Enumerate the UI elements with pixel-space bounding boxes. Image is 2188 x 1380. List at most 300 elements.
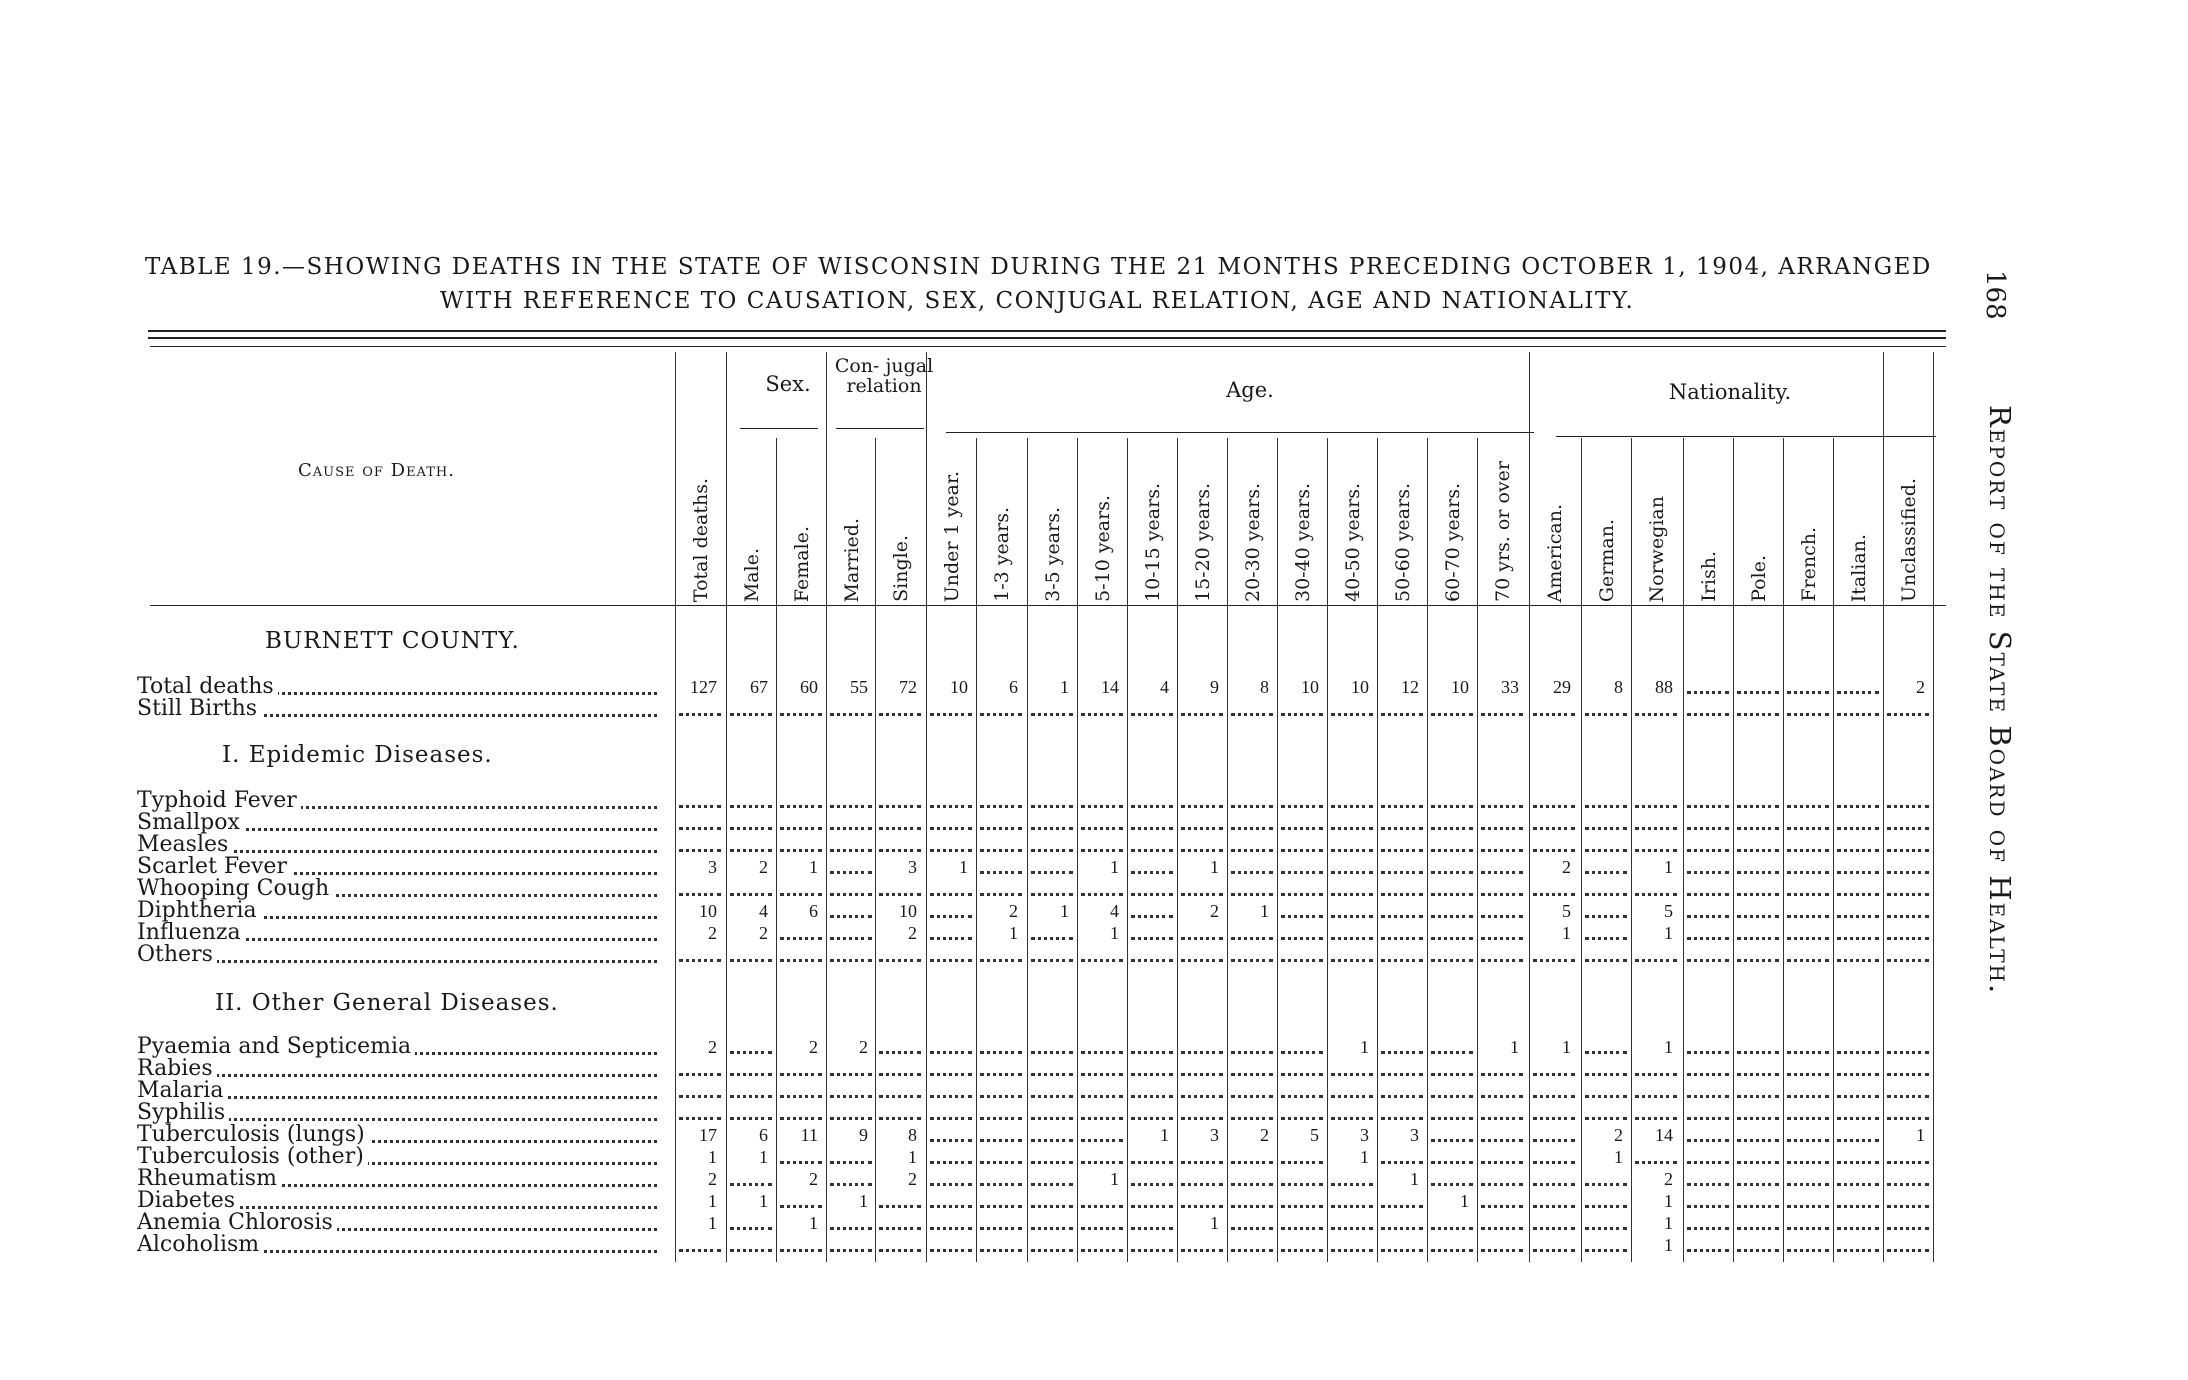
table-cell: [1081, 1168, 1123, 1190]
table-cell: [1687, 698, 1729, 716]
row-label: [137, 790, 657, 812]
table-cell: [1031, 878, 1073, 896]
column-header-12: [1278, 440, 1328, 602]
table-cell: [1431, 1212, 1473, 1230]
row-label: [137, 1058, 657, 1080]
conjugal-subrule: [836, 428, 924, 429]
table-cell: [780, 922, 822, 940]
table-cell: [1181, 878, 1223, 896]
cell-value: 88: [1655, 677, 1673, 697]
table-cell: [930, 1102, 972, 1120]
cell-value: 33: [1501, 677, 1519, 697]
table-cell: [830, 698, 872, 716]
group-sex: Sex.: [765, 372, 811, 396]
cell-value: 67: [750, 677, 768, 697]
cell-value: 12: [1401, 677, 1419, 697]
table-cell: [1585, 1212, 1627, 1230]
table-cell: [1737, 878, 1779, 896]
table-cell: [1635, 834, 1677, 852]
cell-value: 14: [1101, 677, 1119, 697]
table-cell: [1787, 1190, 1829, 1208]
cell-value: 127: [690, 677, 717, 697]
table-cell: [1481, 812, 1523, 830]
group-conjugal-label: Con- jugal relation: [834, 355, 934, 397]
table-cell: [1431, 1146, 1473, 1164]
table-cell: [1131, 856, 1173, 874]
cell-value: 1: [859, 1191, 868, 1211]
table-cell: [1331, 1234, 1373, 1252]
table-row: [0, 856, 2188, 878]
title-line-1: TABLE 19.—SHOWING DEATHS IN THE STATE OF WISCONSIN DURING THE 21 MONTHS PRECEDING OCTOBER 1, 1904, ARRANGED: [145, 254, 1932, 280]
table-cell: [1887, 1190, 1929, 1208]
table-cell: [930, 834, 972, 852]
table-cell: [980, 1124, 1022, 1142]
table-cell: [1231, 812, 1273, 830]
table-cell: [1585, 1080, 1627, 1098]
table-cell: [1431, 812, 1473, 830]
table-cell: [930, 1036, 972, 1054]
table-cell: [1331, 834, 1373, 852]
table-cell: [1081, 900, 1123, 922]
table-cell: [1331, 1058, 1373, 1076]
sex-subrule: [740, 428, 818, 429]
table-cell: [1381, 834, 1423, 852]
table-cell: [1331, 1190, 1373, 1208]
table-cell: [1281, 1234, 1323, 1252]
cause-of-death-header: Cause of Death.: [298, 460, 455, 481]
row-label-text: Diabetes: [137, 1190, 239, 1212]
table-cell: [780, 900, 822, 922]
table-cell: [930, 1168, 972, 1186]
table-cell: [780, 856, 822, 878]
cell-value: 14: [1655, 1125, 1673, 1145]
table-cell: [679, 1080, 721, 1098]
table-cell: [1281, 1058, 1323, 1076]
table-row: [0, 698, 2188, 720]
row-label-text: Syphilis: [137, 1102, 229, 1124]
table-cell: [1887, 1124, 1929, 1146]
table-cell: [1533, 676, 1575, 698]
table-cell: [1481, 1102, 1523, 1120]
table-cell: [930, 1080, 972, 1098]
row-label-text: Anemia Chlorosis: [137, 1212, 337, 1234]
table-cell: [1131, 812, 1173, 830]
age-subrule: [946, 432, 1534, 433]
table-cell: [980, 698, 1022, 716]
cell-value: 4: [1160, 677, 1169, 697]
table-row: [0, 1234, 2188, 1256]
table-cell: [1787, 676, 1829, 694]
table-row: [0, 1146, 2188, 1168]
table-cell: [1281, 878, 1323, 896]
table-cell: [730, 1102, 772, 1120]
table-title: [145, 250, 1945, 318]
table-cell: [1281, 676, 1323, 698]
table-cell: [1081, 856, 1123, 878]
table-cell: [1381, 856, 1423, 874]
table-cell: [1737, 922, 1779, 940]
table-cell: [980, 1168, 1022, 1186]
table-cell: [1081, 1036, 1123, 1054]
table-cell: [679, 922, 721, 944]
table-cell: [1181, 698, 1223, 716]
table-cell: [730, 1168, 772, 1186]
table-cell: [1635, 1234, 1677, 1256]
table-cell: [1031, 944, 1073, 962]
cell-value: 2: [759, 857, 768, 877]
table-cell: [879, 1124, 921, 1146]
table-cell: [1787, 1058, 1829, 1076]
row-label: [137, 1102, 657, 1124]
table-cell: [1181, 1036, 1223, 1054]
table-cell: [780, 1036, 822, 1058]
cell-value: 2: [1916, 677, 1925, 697]
cell-value: 2: [809, 1169, 818, 1189]
table-cell: [1231, 944, 1273, 962]
table-cell: [1635, 1080, 1677, 1098]
table-cell: [679, 944, 721, 962]
table-cell: [1281, 922, 1323, 940]
table-cell: [1635, 922, 1677, 944]
table-cell: [730, 1058, 772, 1076]
table-cell: [1281, 856, 1323, 874]
table-cell: [1281, 834, 1323, 852]
column-header-label: Married.: [841, 517, 863, 602]
table-cell: [1837, 1080, 1879, 1098]
table-cell: [1481, 1212, 1523, 1230]
table-cell: [1737, 698, 1779, 716]
cell-value: 1: [708, 1191, 717, 1211]
table-cell: [1381, 1058, 1423, 1076]
table-cell: [1837, 1168, 1879, 1186]
column-header-label: Single.: [890, 535, 912, 602]
cell-value: 10: [1351, 677, 1369, 697]
cell-value: 6: [759, 1125, 768, 1145]
table-cell: [1131, 790, 1173, 808]
table-cell: [1031, 698, 1073, 716]
top-rule-2: [148, 337, 1946, 339]
row-label-text: Malaria: [137, 1080, 227, 1102]
table-cell: [879, 1146, 921, 1168]
row-label-text: Whooping Cough: [137, 878, 333, 900]
table-cell: [1737, 1212, 1779, 1230]
column-header-24: [1884, 440, 1934, 602]
table-cell: [830, 1168, 872, 1186]
table-cell: [730, 900, 772, 922]
table-cell: [1381, 1080, 1423, 1098]
cell-value: 6: [1009, 677, 1018, 697]
table-cell: [1131, 1124, 1173, 1146]
table-cell: [1231, 878, 1273, 896]
table-cell: [1481, 834, 1523, 852]
table-cell: [1635, 790, 1677, 808]
table-cell: [1181, 1168, 1223, 1186]
table-cell: [1687, 812, 1729, 830]
table-cell: [1081, 812, 1123, 830]
table-cell: [1585, 1168, 1627, 1186]
table-cell: [1737, 944, 1779, 962]
table-cell: [1181, 1212, 1223, 1234]
table-cell: [1737, 1058, 1779, 1076]
section-general: II. Other General Diseases.: [215, 990, 559, 1016]
table-cell: [879, 790, 921, 808]
table-cell: [1481, 1234, 1523, 1252]
table-cell: [1787, 944, 1829, 962]
table-cell: [1481, 922, 1523, 940]
cell-value: 1: [1916, 1125, 1925, 1145]
table-cell: [1635, 1058, 1677, 1076]
table-cell: [1887, 1146, 1929, 1164]
table-cell: [1687, 900, 1729, 918]
table-cell: [1687, 1190, 1729, 1208]
table-cell: [830, 790, 872, 808]
table-cell: [1887, 1168, 1929, 1186]
table-row: [0, 1168, 2188, 1190]
cell-value: 1: [1460, 1191, 1469, 1211]
cell-value: 8: [908, 1125, 917, 1145]
table-cell: [1687, 922, 1729, 940]
table-cell: [1635, 1146, 1677, 1164]
table-cell: [879, 698, 921, 716]
table-cell: [1687, 1168, 1729, 1186]
table-cell: [1431, 878, 1473, 896]
table-cell: [830, 1212, 872, 1230]
table-cell: [1533, 900, 1575, 922]
cell-value: 1: [1664, 1235, 1673, 1255]
table-cell: [1231, 1212, 1273, 1230]
row-label: [137, 1234, 657, 1256]
table-cell: [1331, 790, 1373, 808]
table-cell: [679, 900, 721, 922]
table-cell: [1031, 790, 1073, 808]
table-cell: [1331, 1146, 1373, 1168]
column-header-label: Under 1 year.: [941, 470, 963, 602]
table-cell: [1431, 1168, 1473, 1186]
table-cell: [879, 1190, 921, 1208]
table-cell: [1687, 1234, 1729, 1252]
table-cell: [1585, 922, 1627, 940]
group-nationality: Nationality.: [1668, 380, 1792, 404]
table-cell: [830, 1080, 872, 1098]
table-cell: [1687, 1124, 1729, 1142]
table-cell: [1131, 1168, 1173, 1186]
table-cell: [830, 1124, 872, 1146]
table-cell: [1081, 698, 1123, 716]
table-cell: [1181, 900, 1223, 922]
table-cell: [980, 1212, 1022, 1230]
table-cell: [1585, 1036, 1627, 1054]
table-cell: [1481, 944, 1523, 962]
table-cell: [1687, 1102, 1729, 1120]
nationality-subrule: [1556, 436, 1936, 437]
table-cell: [1281, 812, 1323, 830]
table-cell: [780, 1168, 822, 1190]
cell-value: 9: [859, 1125, 868, 1145]
table-cell: [1533, 1234, 1575, 1252]
table-cell: [980, 1036, 1022, 1054]
table-cell: [1887, 676, 1929, 698]
row-label: [137, 1146, 657, 1168]
table-cell: [1887, 834, 1929, 852]
table-row: [0, 676, 2188, 698]
table-cell: [730, 1036, 772, 1054]
cell-value: 10: [1451, 677, 1469, 697]
cell-value: 2: [908, 923, 917, 943]
table-cell: [1887, 1058, 1929, 1076]
cell-value: 3: [1360, 1125, 1369, 1145]
column-header-13: [1328, 440, 1378, 602]
table-cell: [780, 834, 822, 852]
table-cell: [1635, 1124, 1677, 1146]
table-cell: [679, 856, 721, 878]
table-cell: [879, 1168, 921, 1190]
table-cell: [1381, 878, 1423, 896]
table-cell: [1181, 1190, 1223, 1208]
table-cell: [830, 1146, 872, 1164]
column-header-label: French.: [1798, 527, 1820, 602]
table-cell: [1687, 1058, 1729, 1076]
table-cell: [830, 1234, 872, 1252]
cell-value: 3: [1210, 1125, 1219, 1145]
cell-value: 2: [708, 1169, 717, 1189]
table-cell: [730, 944, 772, 962]
table-cell: [1231, 900, 1273, 922]
row-label-text: Rheumatism: [137, 1168, 281, 1190]
table-cell: [930, 1212, 972, 1230]
cell-value: 5: [1310, 1125, 1319, 1145]
row-label-text: Typhoid Fever: [137, 790, 301, 812]
table-cell: [1837, 834, 1879, 852]
cell-value: 1: [708, 1147, 717, 1167]
table-cell: [1131, 1102, 1173, 1120]
table-cell: [679, 1146, 721, 1168]
cell-value: 1: [1060, 677, 1069, 697]
table-cell: [879, 1234, 921, 1252]
table-cell: [930, 878, 972, 896]
section-county: BURNETT COUNTY.: [265, 628, 520, 654]
table-cell: [879, 676, 921, 698]
table-cell: [1533, 1146, 1575, 1164]
table-cell: [1231, 1168, 1273, 1186]
table-cell: [1887, 878, 1929, 896]
table-cell: [1737, 1036, 1779, 1054]
table-cell: [1737, 1234, 1779, 1252]
table-cell: [1837, 676, 1879, 694]
table-cell: [830, 856, 872, 874]
table-cell: [1281, 944, 1323, 962]
cell-value: 1: [1110, 1169, 1119, 1189]
table-cell: [1687, 878, 1729, 896]
table-cell: [930, 676, 972, 698]
table-cell: [930, 856, 972, 878]
table-cell: [980, 900, 1022, 922]
table-row: [0, 790, 2188, 812]
cell-value: 8: [1614, 677, 1623, 697]
table-cell: [879, 900, 921, 922]
table-cell: [1431, 1036, 1473, 1054]
cell-value: 1: [1009, 923, 1018, 943]
cell-value: 1: [1664, 857, 1673, 877]
table-cell: [1331, 1168, 1373, 1186]
table-cell: [1737, 900, 1779, 918]
table-cell: [1331, 922, 1373, 940]
column-header-23: [1834, 440, 1884, 602]
row-label-text: Smallpox: [137, 812, 244, 834]
table-cell: [1585, 856, 1627, 874]
table-cell: [879, 1080, 921, 1098]
table-cell: [679, 1102, 721, 1120]
row-label-text: Total deaths: [137, 676, 278, 698]
table-cell: [1737, 1124, 1779, 1142]
table-cell: [1081, 834, 1123, 852]
table-row: [0, 1036, 2188, 1058]
table-cell: [1533, 1058, 1575, 1076]
table-cell: [1331, 1080, 1373, 1098]
table-cell: [1331, 944, 1373, 962]
table-cell: [930, 1234, 972, 1252]
table-cell: [1787, 1124, 1829, 1142]
table-cell: [1331, 812, 1373, 830]
table-cell: [1585, 1124, 1627, 1146]
table-cell: [879, 812, 921, 830]
cell-value: 1: [1562, 1037, 1571, 1057]
table-cell: [1131, 1212, 1173, 1230]
table-cell: [1031, 1036, 1073, 1054]
column-header-label: Pole.: [1748, 555, 1770, 602]
table-cell: [1887, 1036, 1929, 1054]
cell-value: 10: [899, 901, 917, 921]
table-cell: [1231, 1036, 1273, 1054]
table-cell: [1887, 900, 1929, 918]
column-header-19: [1632, 440, 1682, 602]
cell-value: 1: [1664, 923, 1673, 943]
table-cell: [1481, 1146, 1523, 1164]
table-cell: [1585, 1102, 1627, 1120]
row-label-text: Alcoholism: [137, 1234, 263, 1256]
table-cell: [1687, 676, 1729, 694]
table-cell: [1737, 676, 1779, 694]
table-cell: [1787, 1080, 1829, 1098]
table-cell: [1481, 1080, 1523, 1098]
column-header-label: Male.: [741, 547, 763, 602]
table-cell: [730, 1190, 772, 1212]
table-cell: [1031, 1102, 1073, 1120]
table-cell: [1533, 1036, 1575, 1058]
cell-value: 2: [908, 1169, 917, 1189]
table-cell: [1081, 922, 1123, 944]
table-cell: [1431, 944, 1473, 962]
table-cell: [1181, 812, 1223, 830]
table-cell: [1787, 1168, 1829, 1186]
table-cell: [1181, 1058, 1223, 1076]
row-label: [137, 900, 657, 922]
table-cell: [1837, 812, 1879, 830]
table-cell: [1635, 1102, 1677, 1120]
cell-value: 60: [800, 677, 818, 697]
column-header-22: [1784, 440, 1834, 602]
table-cell: [780, 790, 822, 808]
cell-value: 2: [859, 1037, 868, 1057]
table-cell: [830, 878, 872, 896]
table-cell: [1431, 790, 1473, 808]
table-cell: [1635, 1036, 1677, 1058]
table-cell: [1431, 1080, 1473, 1098]
cell-value: 1: [1060, 901, 1069, 921]
cell-value: 1: [809, 1213, 818, 1233]
table-cell: [1737, 1102, 1779, 1120]
table-cell: [780, 1190, 822, 1208]
table-cell: [1231, 698, 1273, 716]
